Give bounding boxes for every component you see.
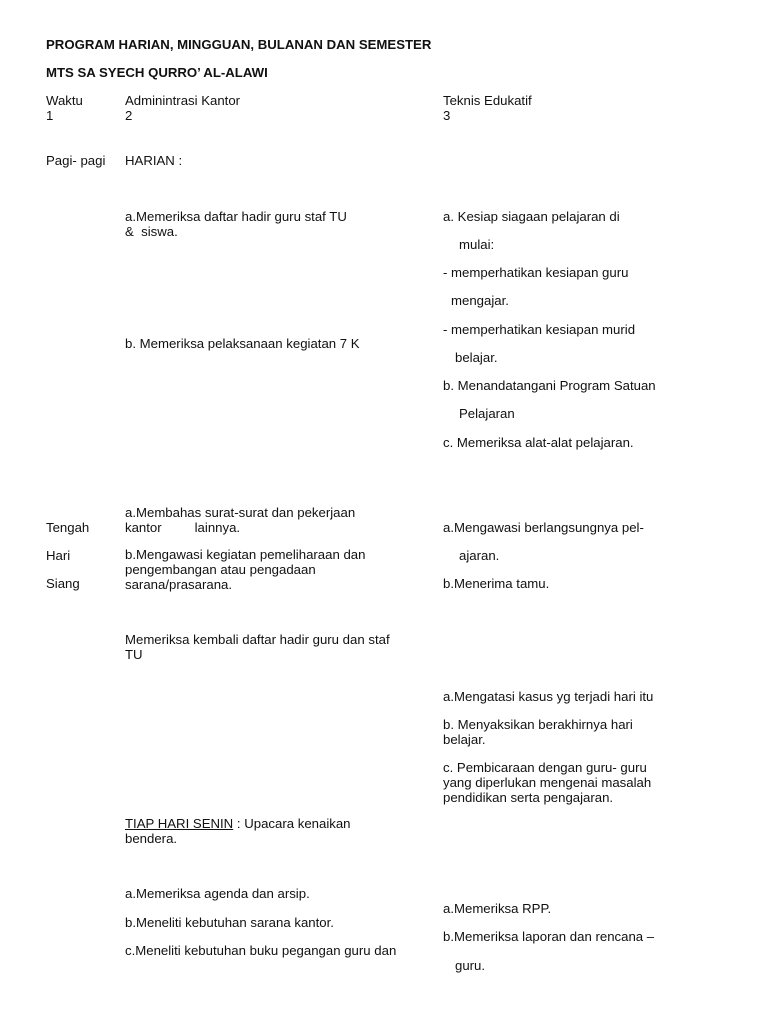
pagi-teknis-line5: - memperhatikan kesiapan murid	[443, 322, 636, 337]
sore-teknis-a: a.Mengatasi kasus yg terjadi hari itu	[443, 689, 654, 704]
siang-admin-b-line1: b.Mengawasi kegiatan pemeliharaan dan	[125, 547, 366, 562]
sore-admin-line2: TU	[125, 647, 143, 662]
pagi-teknis-line4: mengajar.	[451, 293, 509, 308]
pagi-admin-b: b. Memeriksa pelaksanaan kegiatan 7 K	[125, 336, 360, 351]
senin-teknis-a: a.Memeriksa RPP.	[443, 901, 552, 916]
siang-teknis-b: b.Menerima tamu.	[443, 576, 550, 591]
senin-line2: bendera.	[125, 831, 178, 846]
time-siang: Siang	[46, 576, 80, 591]
time-pagi: Pagi- pagi	[46, 153, 106, 168]
pagi-teknis-line9: c. Memeriksa alat-alat pelajaran.	[443, 435, 634, 450]
senin-teknis-b-cont: guru.	[455, 958, 486, 973]
time-hari: Hari	[46, 548, 71, 563]
pagi-teknis-line1: a. Kesiap siagaan pelajaran di	[443, 209, 620, 224]
pagi-teknis-line7: b. Menandatangani Program Satuan	[443, 378, 656, 393]
time-tengah: Tengah	[46, 520, 90, 535]
senin-admin-b: b.Meneliti kebutuhan sarana kantor.	[125, 915, 334, 930]
senin-heading	[125, 816, 351, 831]
pagi-teknis-line2: mulai:	[459, 237, 495, 252]
header-teknis: Teknis Edukatif	[443, 93, 532, 108]
sore-teknis-c-line2: yang diperlukan mengenai masalah	[443, 775, 652, 790]
pagi-teknis-line6: belajar.	[455, 350, 498, 365]
senin-rest: : Upacara kenaikan	[233, 816, 351, 831]
sore-teknis-b-line1: b. Menyaksikan berakhirnya hari	[443, 717, 633, 732]
senin-admin-a: a.Memeriksa agenda dan arsip.	[125, 886, 310, 901]
siang-teknis-a-cont: ajaran.	[459, 548, 500, 563]
document-title: PROGRAM HARIAN, MINGGUAN, BULANAN DAN SEMESTER	[46, 37, 432, 52]
header-teknis-number: 3	[443, 108, 451, 123]
header-waktu-number: 1	[46, 108, 54, 123]
sore-teknis-b-line2: belajar.	[443, 732, 486, 747]
sore-admin-line1: Memeriksa kembali daftar hadir guru dan staf	[125, 632, 390, 647]
siang-admin-b-line2: pengembangan atau pengadaan	[125, 562, 316, 577]
pagi-teknis-line3: - memperhatikan kesiapan guru	[443, 265, 629, 280]
header-administrasi: Adminintrasi Kantor	[125, 93, 241, 108]
senin-teknis-b: b.Memeriksa laporan dan rencana –	[443, 929, 655, 944]
section-harian: HARIAN :	[125, 153, 183, 168]
pagi-admin-a-line1: a.Memeriksa daftar hadir guru staf TU	[125, 209, 347, 224]
header-waktu: Waktu	[46, 93, 83, 108]
header-administrasi-number: 2	[125, 108, 133, 123]
siang-admin-a-line1: a.Membahas surat-surat dan pekerjaan	[125, 505, 356, 520]
sore-teknis-c-line3: pendidikan serta pengajaran.	[443, 790, 614, 805]
siang-admin-a-line2: kantor lainnya.	[125, 520, 241, 535]
school-name: MTS SA SYECH QURRO’ AL-ALAWI	[46, 65, 268, 80]
siang-admin-b-line3: sarana/prasarana.	[125, 577, 233, 592]
pagi-admin-a-line2: & siswa.	[125, 224, 178, 239]
senin-admin-c: c.Meneliti kebutuhan buku pegangan guru dan	[125, 943, 397, 958]
sore-teknis-c-line1: c. Pembicaraan dengan guru- guru	[443, 760, 647, 775]
siang-teknis-a: a.Mengawasi berlangsungnya pel-	[443, 520, 644, 535]
pagi-teknis-line8: Pelajaran	[459, 406, 515, 421]
senin-label: TIAP HARI SENIN	[125, 816, 234, 831]
